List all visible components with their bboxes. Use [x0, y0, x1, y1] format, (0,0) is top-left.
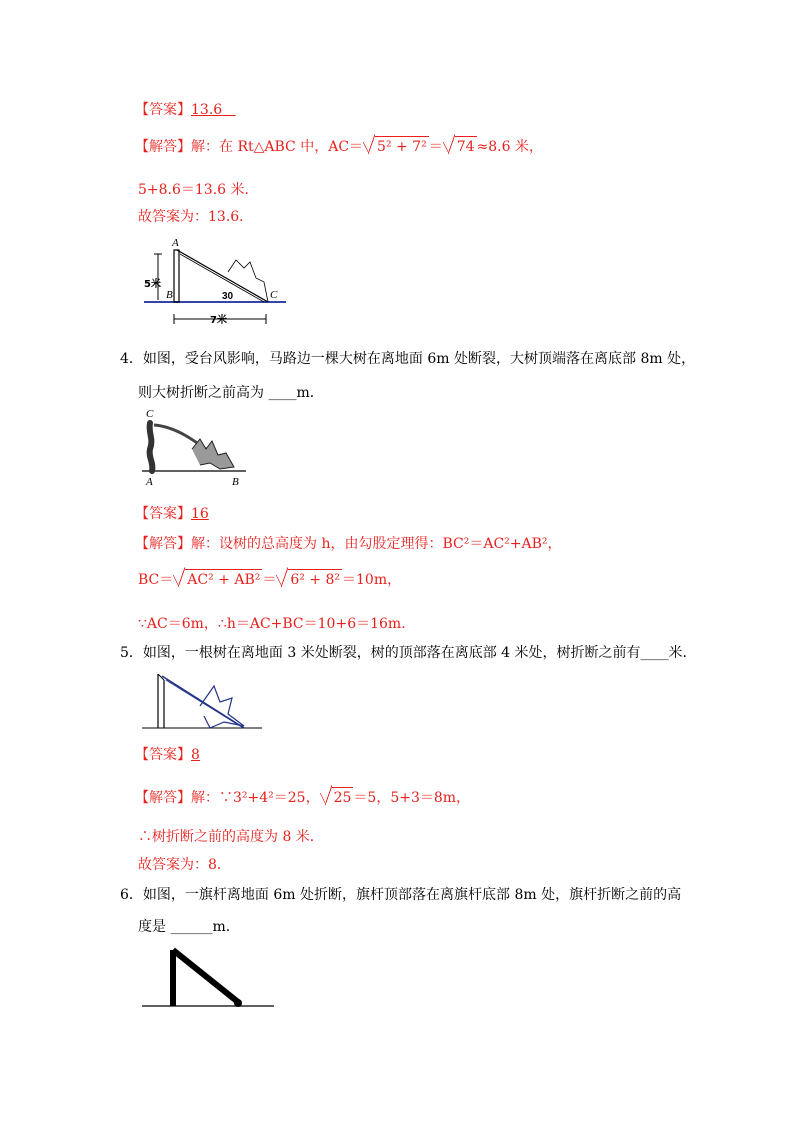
q4-text-line2: 则大树折断之前高为 ____m． [138, 385, 324, 401]
q5-conclusion: 故答案为：8． [138, 857, 231, 873]
q5-figure [140, 666, 264, 738]
q6-flagpole-top [234, 999, 242, 1007]
q6-number: 6． [120, 887, 143, 903]
q4-solution-line3: ∵AC＝6m，∴h＝AC+BC＝10+6＝16m． [138, 616, 416, 632]
q4-solution-tag: 【解答】 [135, 536, 191, 552]
q6-figure [140, 942, 276, 1014]
q5-question [120, 643, 697, 663]
q6-text-line1: 如图，一旗杆离地面 6m 处折断，旗杆顶部落在离旗杆底部 8m 处，旗杆折断之前的高 [142, 887, 682, 903]
q4-tree-crown [192, 439, 234, 469]
q5-solution-line1 [135, 787, 470, 808]
q3-equals: ＝ [428, 139, 443, 155]
q4-sqrt-1: AC² + AB² [173, 569, 262, 590]
q3-approx: ≈8.6 米， [476, 139, 543, 155]
q3-solution-tag: 【解答】 [135, 139, 191, 155]
q3-solution-line [135, 136, 543, 157]
q3-answer-value: 13.6 [191, 102, 223, 118]
q3-label-height: 5米 [144, 279, 161, 290]
q4-solution-line1 [135, 534, 562, 554]
q5-sqrt: 25 [320, 787, 354, 808]
q4-question [120, 349, 695, 369]
q3-tree-crown [228, 260, 268, 302]
q4-answer-line [135, 504, 209, 524]
q3-conclusion: 故答案为：13.6． [138, 209, 254, 225]
q3-label-base: 7米 [210, 315, 227, 326]
q4-sqrt-2: 6² + 8² [276, 569, 342, 590]
q4-solution-text1: 解：设树的总高度为 h，由勾股定理得：BC²＝AC²+AB²， [191, 536, 562, 552]
q5-answer-tag: 【答案】 [135, 747, 191, 763]
q5-result: ＝5，5+3＝8m， [353, 790, 471, 806]
q4-equals: ＝ [262, 572, 277, 588]
q4-bc-equals: BC＝ [138, 572, 174, 588]
q3-answer-tag: 【答案】 [135, 102, 191, 118]
q4-label-a: A [146, 476, 153, 487]
q5-solution-text1: 解：∵3²+4²＝25， [191, 790, 320, 806]
q3-figure [140, 232, 290, 327]
q3-sqrt-1: 5² + 7² [363, 136, 429, 157]
q3-label-angle: 30 [222, 291, 234, 302]
q4-result: ＝10m， [342, 572, 402, 588]
q3-pole [174, 250, 179, 302]
q5-tree-crown [200, 686, 244, 728]
q4-answer-tag: 【答案】 [135, 506, 191, 522]
q6-text-line2: 度是 ______m． [138, 919, 240, 935]
q4-figure [140, 405, 250, 487]
q6-flagpole-broken [173, 950, 238, 1002]
q4-number: 4． [120, 351, 143, 367]
q5-answer-value: 8 [191, 747, 200, 763]
q4-answer-value: 16 [191, 506, 209, 522]
q3-sqrt-2: 74 [443, 136, 477, 157]
q4-text-line1: 如图，受台风影响，马路边一棵大树在离地面 6m 处断裂，大树顶端落在离底部 8m 处， [142, 351, 696, 367]
q3-label-a: A [172, 237, 179, 249]
q4-tree-trunk [150, 423, 153, 471]
q4-label-b: B [232, 476, 239, 487]
q4-solution-line2 [138, 569, 401, 590]
q3-label-b: B [166, 289, 173, 301]
q3-label-c: C [270, 289, 278, 301]
q3-solution-text: 解：在 Rt△ABC 中，AC＝ [191, 139, 364, 155]
q5-solution-line2: ∴树折断之前的高度为 8 米． [138, 829, 324, 845]
q5-answer-line [135, 745, 200, 765]
q3-answer-line [135, 100, 236, 120]
q5-text-line1: 如图，一根树在离地面 3 米处断裂，树的顶部落在离底部 4 米处，树折断之前有____米． [142, 645, 697, 661]
q4-label-c: C [146, 408, 154, 420]
q5-number: 5． [120, 645, 143, 661]
q3-solution-line2: 5+8.6＝13.6 米． [138, 182, 259, 198]
q6-question [120, 885, 681, 905]
q5-solution-tag: 【解答】 [135, 790, 191, 806]
